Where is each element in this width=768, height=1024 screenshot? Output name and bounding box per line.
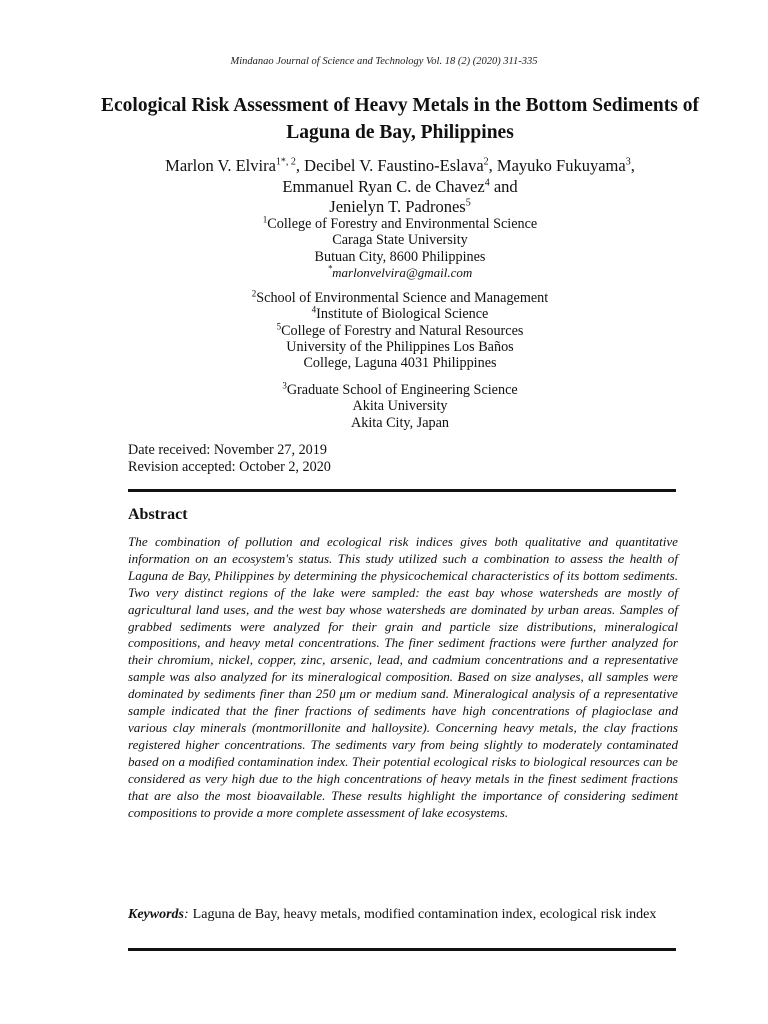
affiliation-university: Akita University <box>352 398 448 415</box>
affiliation-name: School of Environmental Science and Management <box>256 290 549 306</box>
divider-top <box>128 489 676 492</box>
author-list: Marlon V. Elvira$^{1*, 2}$, Decibel V. Faustino-Eslava$^2$, Mayuko Fukuyama$^3$, Emmanuel Ryan C. de Chavez$^4$ and Jenielyn T. Padrones$^5$ <box>165 156 635 216</box>
corresponding-email-link[interactable]: marlonvelvira@gmail.com <box>332 264 473 280</box>
affiliation-group-1: $^1$College of Forestry and Environmental Science Caraga State University Butuan City, 8600 Philippines *marlonvelvira@gmail.com <box>0 216 768 281</box>
author-name: Marlon V. Elvira <box>165 156 276 175</box>
author-affiliation-mark: 5 <box>465 197 471 209</box>
affiliation-address: Akita City, Japan <box>351 414 449 431</box>
abstract-heading: Abstract <box>128 506 188 523</box>
affiliation-group-3: $^3$Graduate School of Engineering Science Akita University Akita City, Japan <box>0 382 768 431</box>
author-affiliation-mark: 4 <box>484 177 490 188</box>
affiliation-address: Butuan City, 8600 Philippines <box>314 248 486 265</box>
author-name: Mayuko Fukuyama <box>496 156 626 175</box>
abstract-text: The combination of pollution and ecological risk indices gives both qualitative and quantitative information on an ecosystem's status. This study utilized such a combination to assess the health of Laguna de Bay, Philippines by determining the physicochemical characteristics of its bottom sediments. Two very distinct regions of the lake were sampled: the east bay whose watersheds are mostly of agricultural land uses, and the west bay whose watersheds are dominated by urban areas. Samples of grabbed sediments were analyzed for their grain and particle size distributions, mineralogical compositions, and heavy metal concentrations. The finer sediment fractions were further analyzed for their chromium, nickel, copper, zinc, arsenic, lead, and cadmium concentrations and a representative sample was also analyzed for its mineralogical composition. Based on size analyses, all samples were dominated by sediments finer than 250 μm or medium sand. Mineralogical analysis of a representative sample indicated that the finer fractions of sediments have high concentrations of plagioclase and various clay minerals (montmorillonite and halloysite). Concerning heavy metals, the clay fractions registered higher concentrations. The sediments vary from being slightly to moderately contaminated based on a modified contamination index. Their potential ecological risks to biological resources can be considered as very high due to the high concentrations of heavy metals in the finest sediment fractions that are also the most bioavailable. These results highlight the importance of considering sediment compositions to provide a more complete assessment of lake ecosystems. <box>128 534 678 820</box>
affiliation-address: College, Laguna 4031 Philippines <box>303 355 497 372</box>
affiliation-name: Institute of Biological Science <box>316 306 489 323</box>
affiliation-university: Caraga State University <box>332 232 468 249</box>
journal-header: Mindanao Journal of Science and Technology Vol. 18 (2) (2020) 311-335 <box>230 56 538 67</box>
affiliation-university: University of the Philippines Los Baños <box>286 338 514 355</box>
divider-bottom <box>128 948 676 951</box>
affiliation-name: Graduate School of Engineering Science <box>286 382 518 398</box>
keywords-section: Keywords: Laguna de Bay, heavy metals, modified contamination index, ecological risk index <box>128 907 678 924</box>
author-affiliation-mark: 1*, 2 <box>275 156 296 168</box>
author-affiliation-mark: 2 <box>483 156 489 168</box>
revision-accepted: Revision accepted: October 2, 2020 <box>128 458 331 475</box>
keywords-label: Keywords <box>128 907 184 922</box>
affiliation-name: College of Forestry and Natural Resources <box>281 322 524 339</box>
affiliation-name: College of Forestry and Environmental Science <box>267 216 538 232</box>
author-affiliation-mark: 3 <box>625 156 631 168</box>
author-name: Emmanuel Ryan C. de Chavez <box>282 176 485 196</box>
submission-dates <box>128 442 331 475</box>
affiliation-group-2: $^2$School of Environmental Science and Management $^4$Institute of Biological Science $^5$College of Forestry and Natural Resources University of the Philippines Los Baños College, Laguna 4031 Philippines <box>0 290 768 371</box>
author-name: Decibel V. Faustino-Eslava <box>304 156 484 175</box>
author-name: Jenielyn T. Padrones <box>329 197 466 216</box>
keywords-text: Laguna de Bay, heavy metals, modified contamination index, ecological risk index <box>192 907 657 922</box>
date-received: Date received: November 27, 2019 <box>128 442 327 458</box>
paper-title: Ecological Risk Assessment of Heavy Metals in the Bottom Sediments of Laguna de Bay, Philippines <box>101 95 699 143</box>
